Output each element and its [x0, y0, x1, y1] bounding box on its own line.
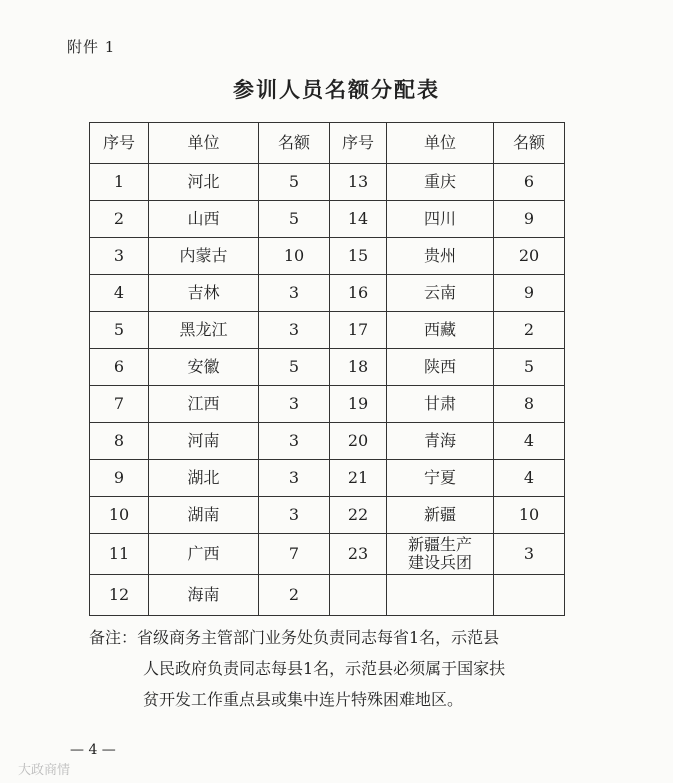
cell-quota-left: 3	[259, 460, 330, 497]
cell-quota-left: 5	[259, 164, 330, 201]
cell-quota-right: 10	[494, 497, 565, 534]
cell-unit-right	[387, 575, 494, 616]
header-seq-right: 序号	[330, 123, 387, 164]
watermark-logo: 大政商情	[18, 763, 71, 778]
cell-quota-left: 5	[259, 349, 330, 386]
cell-unit-left: 黑龙江	[149, 312, 259, 349]
remarks-note	[89, 622, 569, 715]
cell-seq-right: 13	[330, 164, 387, 201]
table-row	[90, 386, 565, 423]
cell-seq-left: 5	[90, 312, 149, 349]
cell-seq-left: 8	[90, 423, 149, 460]
cell-unit-right: 云南	[387, 275, 494, 312]
cell-unit-left: 海南	[149, 575, 259, 616]
table-row	[90, 275, 565, 312]
table-header-row	[90, 123, 565, 164]
cell-quota-left: 2	[259, 575, 330, 616]
cell-unit-right: 四川	[387, 201, 494, 238]
cell-seq-left: 7	[90, 386, 149, 423]
cell-unit-right: 甘肃	[387, 386, 494, 423]
cell-quota-left: 3	[259, 497, 330, 534]
cell-quota-left: 7	[259, 534, 330, 575]
cell-unit-right: 新疆	[387, 497, 494, 534]
cell-unit-left: 湖北	[149, 460, 259, 497]
cell-quota-right: 20	[494, 238, 565, 275]
note-line-1: 备注：省级商务主管部门业务处负责同志每省1名，示范县	[89, 628, 500, 647]
cell-quota-right: 6	[494, 164, 565, 201]
cell-quota-right: 9	[494, 275, 565, 312]
cell-seq-right: 14	[330, 201, 387, 238]
cell-quota-right: 5	[494, 349, 565, 386]
table-row	[90, 460, 565, 497]
table-row	[90, 349, 565, 386]
cell-unit-left: 吉林	[149, 275, 259, 312]
cell-unit-left: 河南	[149, 423, 259, 460]
cell-quota-left: 10	[259, 238, 330, 275]
table-row	[90, 201, 565, 238]
cell-seq-right: 15	[330, 238, 387, 275]
header-seq-left: 序号	[90, 123, 149, 164]
cell-unit-right: 贵州	[387, 238, 494, 275]
cell-seq-left: 4	[90, 275, 149, 312]
quota-table	[89, 122, 565, 616]
cell-seq-right	[330, 575, 387, 616]
cell-quota-left: 3	[259, 386, 330, 423]
note-line-2: 人民政府负责同志每县1名，示范县必须属于国家扶	[143, 659, 506, 678]
cell-seq-left: 10	[90, 497, 149, 534]
cell-seq-left: 3	[90, 238, 149, 275]
cell-quota-left: 3	[259, 423, 330, 460]
table-row	[90, 534, 565, 575]
cell-unit-right: 新疆生产 建设兵团	[387, 534, 494, 575]
cell-unit-left: 安徽	[149, 349, 259, 386]
cell-quota-right	[494, 575, 565, 616]
cell-seq-left: 11	[90, 534, 149, 575]
note-line-3: 贫开发工作重点县或集中连片特殊困难地区。	[143, 690, 464, 709]
table-row	[90, 497, 565, 534]
cell-seq-right: 16	[330, 275, 387, 312]
cell-quota-right: 4	[494, 460, 565, 497]
header-quota-right: 名额	[494, 123, 565, 164]
cell-seq-left: 12	[90, 575, 149, 616]
cell-seq-left: 1	[90, 164, 149, 201]
page-number: — 4 —	[70, 742, 116, 758]
header-unit-right: 单位	[387, 123, 494, 164]
table-row	[90, 312, 565, 349]
cell-seq-right: 19	[330, 386, 387, 423]
header-unit-left: 单位	[149, 123, 259, 164]
cell-seq-right: 17	[330, 312, 387, 349]
cell-unit-left: 河北	[149, 164, 259, 201]
header-quota-left: 名额	[259, 123, 330, 164]
cell-unit-right: 西藏	[387, 312, 494, 349]
cell-unit-left: 山西	[149, 201, 259, 238]
cell-unit-left: 江西	[149, 386, 259, 423]
cell-unit-left: 内蒙古	[149, 238, 259, 275]
cell-unit-right: 青海	[387, 423, 494, 460]
cell-quota-left: 3	[259, 312, 330, 349]
cell-seq-right: 20	[330, 423, 387, 460]
cell-unit-right: 重庆	[387, 164, 494, 201]
cell-quota-right: 4	[494, 423, 565, 460]
cell-quota-right: 8	[494, 386, 565, 423]
cell-seq-right: 23	[330, 534, 387, 575]
cell-quota-right: 9	[494, 201, 565, 238]
cell-seq-left: 2	[90, 201, 149, 238]
cell-seq-right: 22	[330, 497, 387, 534]
cell-quota-right: 2	[494, 312, 565, 349]
table-row	[90, 238, 565, 275]
table-row	[90, 164, 565, 201]
table-row	[90, 423, 565, 460]
cell-unit-left: 湖南	[149, 497, 259, 534]
attachment-label: 附件 1	[67, 38, 116, 56]
cell-unit-right: 陕西	[387, 349, 494, 386]
cell-seq-left: 6	[90, 349, 149, 386]
cell-quota-right: 3	[494, 534, 565, 575]
cell-seq-right: 21	[330, 460, 387, 497]
cell-unit-right: 宁夏	[387, 460, 494, 497]
cell-quota-left: 5	[259, 201, 330, 238]
cell-unit-left: 广西	[149, 534, 259, 575]
cell-seq-left: 9	[90, 460, 149, 497]
table-row	[90, 575, 565, 616]
page-title: 参训人员名额分配表	[233, 77, 440, 102]
cell-seq-right: 18	[330, 349, 387, 386]
cell-quota-left: 3	[259, 275, 330, 312]
